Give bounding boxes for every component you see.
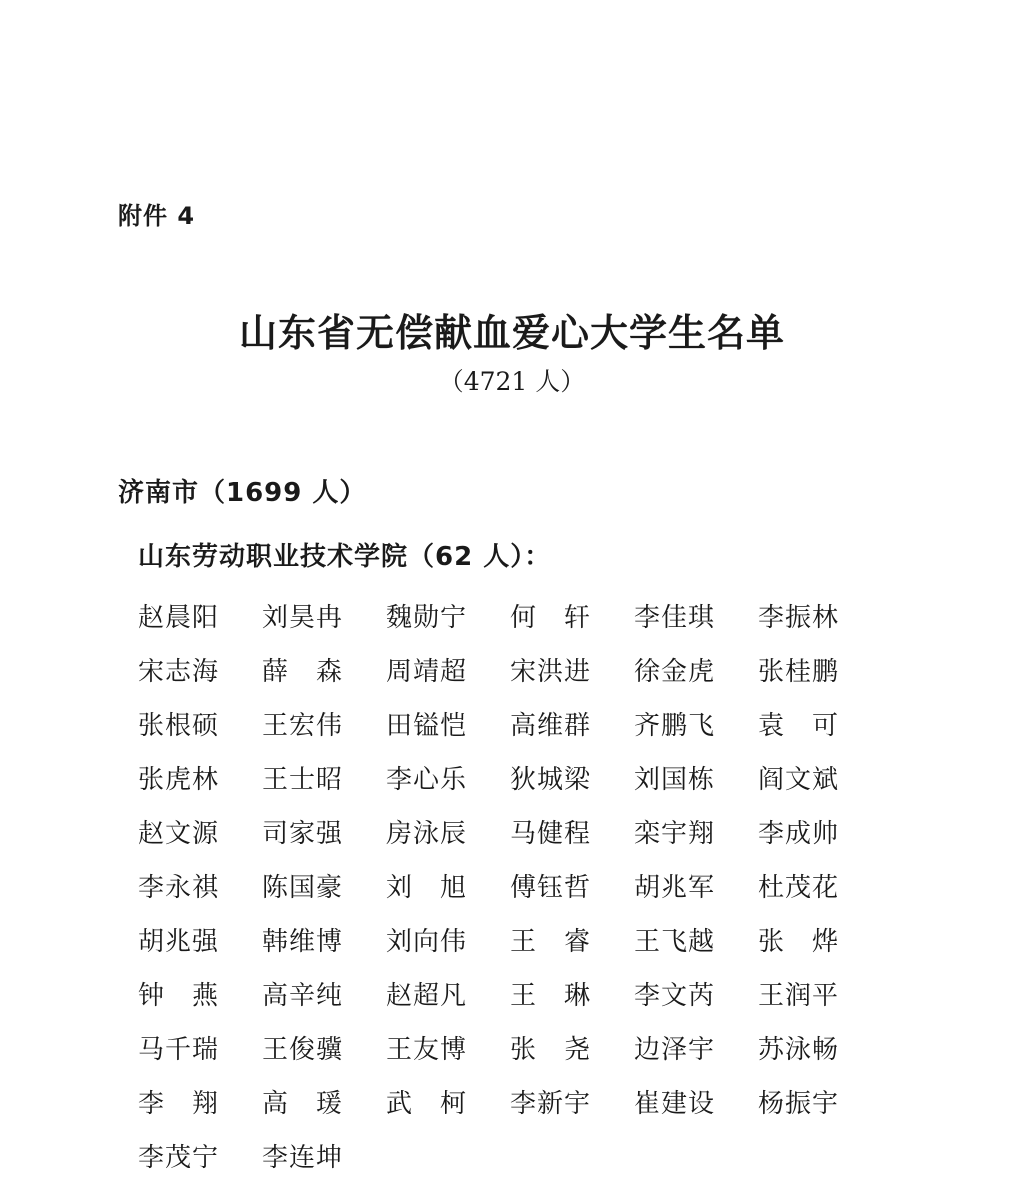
student-name: 李文芮 <box>634 980 714 1011</box>
student-name: 赵超凡 <box>386 980 466 1011</box>
student-name: 陈国豪 <box>262 872 342 903</box>
student-name: 刘向伟 <box>386 926 466 957</box>
student-name: 高 瑗 <box>262 1088 342 1119</box>
student-name: 李成帅 <box>758 818 838 849</box>
student-name: 马千瑞 <box>138 1034 218 1065</box>
student-name: 薛 森 <box>262 656 342 687</box>
student-name: 李佳琪 <box>634 602 714 633</box>
student-name: 房泳辰 <box>386 818 466 849</box>
name-row <box>138 1020 898 1074</box>
student-name: 何 轩 <box>510 602 590 633</box>
student-name: 边泽宇 <box>634 1034 714 1065</box>
name-row <box>138 750 898 804</box>
name-row <box>138 858 898 912</box>
student-name: 王友博 <box>386 1034 466 1065</box>
student-name: 李 翔 <box>138 1088 218 1119</box>
student-name: 魏勋宁 <box>386 602 466 633</box>
student-name: 李茂宁 <box>138 1142 218 1173</box>
student-name: 李心乐 <box>386 764 466 795</box>
attachment-label: 附件 4 <box>118 202 196 230</box>
name-row <box>138 588 898 642</box>
student-name: 王 琳 <box>510 980 590 1011</box>
student-name: 刘国栋 <box>634 764 714 795</box>
student-name: 胡兆军 <box>634 872 714 903</box>
student-name: 阎文斌 <box>758 764 838 795</box>
student-name: 马健程 <box>510 818 590 849</box>
student-name: 王宏伟 <box>262 710 342 741</box>
student-name: 杜茂花 <box>758 872 838 903</box>
student-name: 崔建设 <box>634 1088 714 1119</box>
student-name: 狄城梁 <box>510 764 590 795</box>
name-row <box>138 696 898 750</box>
student-name: 王俊骥 <box>262 1034 342 1065</box>
name-row <box>138 804 898 858</box>
student-name: 张 尧 <box>510 1034 590 1065</box>
name-row <box>138 1074 898 1128</box>
school-heading: 山东劳动职业技术学院（62 人）： <box>138 542 552 572</box>
student-name: 赵文源 <box>138 818 218 849</box>
student-name: 张根硕 <box>138 710 218 741</box>
student-name: 栾宇翔 <box>634 818 714 849</box>
student-name: 刘昊冉 <box>262 602 342 633</box>
student-name: 张桂鹏 <box>758 656 838 687</box>
student-name: 刘 旭 <box>386 872 466 903</box>
student-name: 韩维博 <box>262 926 342 957</box>
student-name: 王飞越 <box>634 926 714 957</box>
student-name: 钟 燕 <box>138 980 218 1011</box>
city-heading: 济南市（1699 人） <box>118 478 367 508</box>
student-name: 张 烨 <box>758 926 838 957</box>
student-name: 张虎林 <box>138 764 218 795</box>
name-row <box>138 1128 898 1182</box>
name-row <box>138 642 898 696</box>
total-count: （4721 人） <box>438 367 586 396</box>
student-name: 李振林 <box>758 602 838 633</box>
name-row <box>138 966 898 1020</box>
student-name: 王润平 <box>758 980 838 1011</box>
document-title: 山东省无偿献血爱心大学生名单 <box>238 310 785 355</box>
student-name: 赵晨阳 <box>138 602 218 633</box>
student-name: 王士昭 <box>262 764 342 795</box>
student-name: 高辛纯 <box>262 980 342 1011</box>
student-name: 周靖超 <box>386 656 466 687</box>
student-name: 袁 可 <box>758 710 838 741</box>
student-name: 齐鹏飞 <box>634 710 714 741</box>
student-name: 李连坤 <box>262 1142 342 1173</box>
student-name: 王 睿 <box>510 926 590 957</box>
student-name: 高维群 <box>510 710 590 741</box>
student-name: 司家强 <box>262 818 342 849</box>
student-name: 李永祺 <box>138 872 218 903</box>
student-name: 田镒恺 <box>386 710 466 741</box>
student-name: 徐金虎 <box>634 656 714 687</box>
student-name: 胡兆强 <box>138 926 218 957</box>
student-name: 李新宇 <box>510 1088 590 1119</box>
student-name: 宋志海 <box>138 656 218 687</box>
student-name: 傅钰哲 <box>510 872 590 903</box>
name-list <box>138 588 898 1182</box>
student-name: 苏泳畅 <box>758 1034 838 1065</box>
student-name: 宋洪进 <box>510 656 590 687</box>
student-name: 武 柯 <box>386 1088 466 1119</box>
student-name: 杨振宇 <box>758 1088 838 1119</box>
name-row <box>138 912 898 966</box>
